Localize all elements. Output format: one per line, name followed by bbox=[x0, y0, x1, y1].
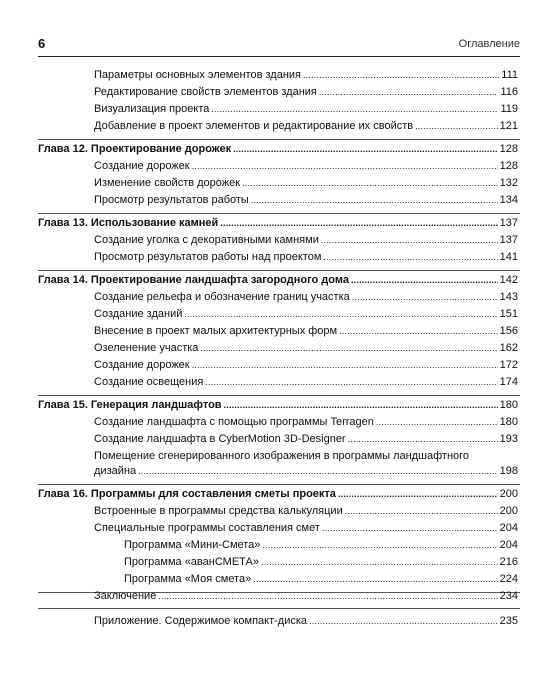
chapter-heading[interactable]: Глава 13. Использование камней ..... 137 bbox=[38, 216, 518, 231]
toc-entry-wrapped[interactable] bbox=[94, 449, 518, 479]
section-divider bbox=[38, 270, 520, 271]
toc-entry[interactable]: Просмотр результатов работы ..... 134 bbox=[94, 193, 518, 208]
toc-subentry[interactable]: Программа «Мини-Смета» ..... 204 bbox=[124, 538, 518, 553]
section-divider bbox=[38, 608, 520, 609]
toc-entry[interactable]: Специальные программы составления смет ..... 204 bbox=[94, 521, 518, 536]
toc-entry[interactable]: Просмотр результатов работы над проектом ..... 141 bbox=[94, 250, 518, 265]
toc-entry[interactable]: Создание дорожек ..... 128 bbox=[94, 159, 518, 174]
toc-entry[interactable]: Создание освещения ..... 174 bbox=[94, 375, 518, 390]
toc-entry[interactable]: Редактирование свойств элементов здания ..... 116 bbox=[94, 85, 518, 100]
toc-entry[interactable]: Изменение свойств дорожек ..... 132 bbox=[94, 176, 518, 191]
toc-entry[interactable]: Параметры основных элементов здания ..... 111 bbox=[94, 68, 518, 83]
toc-entry[interactable]: Визуализация проекта ..... 119 bbox=[94, 102, 518, 117]
toc-entry[interactable]: Создание дорожек ..... 172 bbox=[94, 358, 518, 373]
chapter-heading[interactable]: Глава 12. Проектирование дорожек ..... 128 bbox=[38, 142, 518, 157]
toc-entry[interactable]: Создание зданий ..... 151 bbox=[94, 307, 518, 322]
toc-entry-line2: дизайна ..... 198 bbox=[94, 464, 518, 479]
toc-entry[interactable]: Встроенные в программы средства калькуляции ..... 200 bbox=[94, 504, 518, 519]
toc-entry[interactable]: Создание ландшафта в CyberMotion 3D-Designer ..... 193 bbox=[94, 432, 518, 447]
section-divider bbox=[38, 213, 520, 214]
section-divider bbox=[38, 395, 520, 396]
toc-subentry[interactable]: Программа «аванСМЕТА» ..... 216 bbox=[124, 555, 518, 570]
toc-entry[interactable]: Создание ландшафта с помощью программы Terragen ..... 180 bbox=[94, 415, 518, 430]
page-header bbox=[38, 36, 520, 54]
chapter-heading[interactable]: Глава 15. Генерация ландшафтов ..... 180 bbox=[38, 398, 518, 413]
toc-entry-conclusion[interactable]: Заключение ..... 234 bbox=[94, 589, 518, 604]
toc-entry[interactable]: Внесение в проект малых архитектурных форм ..... 156 bbox=[94, 324, 518, 339]
toc-subentry[interactable]: Программа «Моя смета» ..... 224 bbox=[124, 572, 518, 587]
chapter-heading[interactable]: Глава 14. Проектирование ландшафта загородного дома ..... 142 bbox=[38, 273, 518, 288]
toc-entry[interactable]: Создание уголка с декоративными камнями ..... 137 bbox=[94, 233, 518, 248]
toc-entry[interactable]: Добавление в проект элементов и редактирование их свойств ..... 121 bbox=[94, 119, 518, 134]
toc-entry-line1: Помещение сгенерированного изображения в программы ландшафтного bbox=[94, 450, 470, 462]
header-rule bbox=[38, 56, 520, 57]
toc-entry[interactable]: Озеленение участка ..... 162 bbox=[94, 341, 518, 356]
toc-entry-appendix[interactable]: Приложение. Содержимое компакт-диска ..... 235 bbox=[94, 614, 518, 629]
chapter-heading[interactable]: Глава 16. Программы для составления сметы проекта ..... 200 bbox=[38, 487, 518, 502]
toc-entry[interactable]: Создание рельефа и обозначение границ участка ..... 143 bbox=[94, 290, 518, 305]
running-title: Оглавление bbox=[458, 38, 520, 50]
page-number: 6 bbox=[38, 36, 46, 51]
section-divider bbox=[38, 139, 520, 140]
section-divider bbox=[38, 484, 520, 485]
